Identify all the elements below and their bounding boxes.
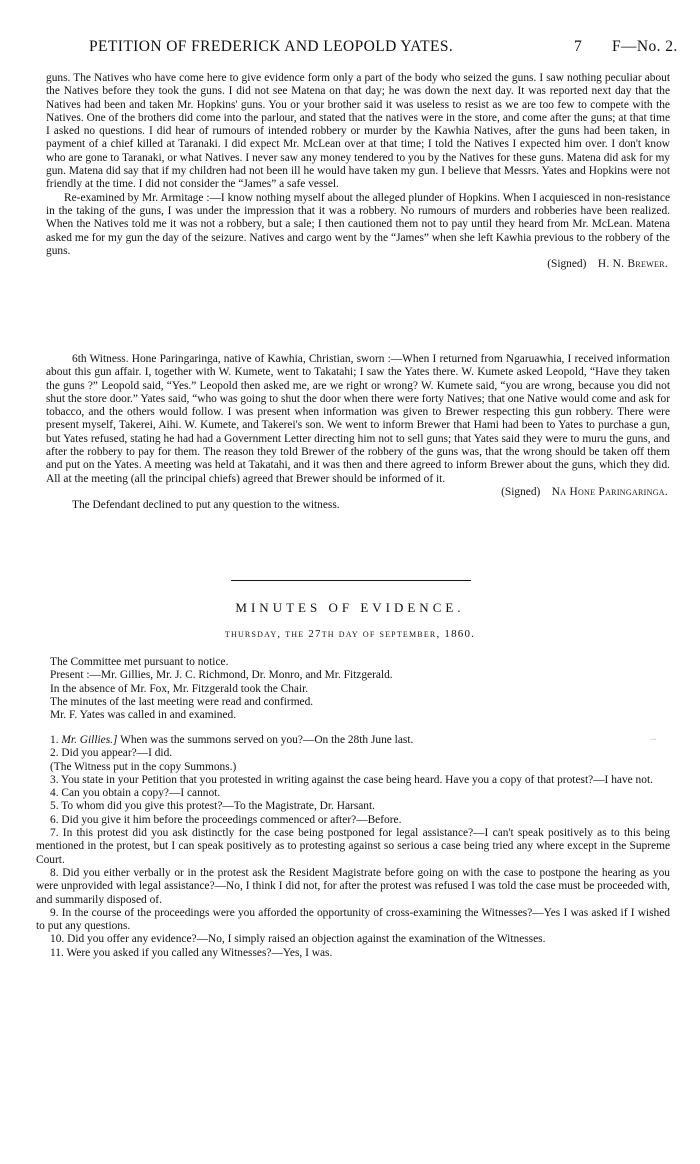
question-number: 7.: [50, 827, 59, 840]
question-text: When was the summons served on you?—On the 28th June last.: [120, 734, 414, 746]
question-number: 3.: [50, 773, 59, 786]
section-divider: [231, 580, 471, 581]
question-item: [36, 734, 670, 747]
question-text: To whom did you give this protest?—To the Magistrate, Dr. Harsant.: [61, 800, 376, 813]
question-text: You state in your Petition that you protested in writing against the case being heard. Have you a copy of that protest?—I have not.: [60, 773, 653, 786]
question-number: 1.: [50, 734, 59, 746]
question-item: [36, 814, 670, 827]
page-title: PETITION OF FREDERICK AND LEOPOLD YATES.: [89, 38, 454, 55]
defendant-note: The Defendant declined to put any question to the witness.: [72, 499, 340, 512]
question-item: [36, 787, 670, 800]
page-number: 7: [574, 38, 583, 55]
question-number: 5.: [50, 800, 59, 813]
question-text: In this protest did you ask distinctly for the case being postponed for legal assistance?—I can't speak positively as to this being mentioned in the protest, but I can speak positively as to protesting against so serious a case being tried any where except in the Supreme Court.: [36, 827, 670, 866]
minutes-line: In the absence of Mr. Fox, Mr. Fitzgerald took the Chair.: [50, 682, 309, 695]
evidence-block: [46, 72, 670, 271]
signature-paringaringa: [46, 486, 670, 499]
witness-testimony: Hone Paringaringa, native of Kawhia, Christian, sworn :—When I returned from Ngaruawhia, I received information about this gun affair. I, together with W. Kumete, went to Takatahi; I saw the Yates there. W. Kumete asked Leopold, “Have they taken the guns ?” Leopold said, “Yes.” Leopold then asked me, are we right or wrong? W. Kumete said, “you are wrong, because you did not shut the store door.” Yates said, “who was going to shut the door when there were forty Natives; that one Native would come and ask for tobacco, and the others would follow. I was present when information was given to Brewer respecting this gun robbery. There were present myself, Takerei, Aihi. W. Kumete, and Takerei's son. We went to inform Brewer that Hami had been to Yates to purchase a gun, but Yates refused, stating he had had a Government Letter directing him not to sell guns; that Yates said they were to muru the guns, and after the robbery to pay for them. The reason they told Brewer of the robbery of the guns was, that the wrong should be taken off them and put on the Yates. A meeting was held at Takatahi, and it was then and there agreed to inform Brewer about the guns, which they did. All at the meeting (all the principal chiefs) agreed that Brewer should be informed of it.: [46, 353, 670, 485]
question-text: Did you either verbally or in the protest ask the Resident Magistrate before going on with the case to postpone the hearing as you were unprovided with legal assistance?—No, I think I did not, for after the protest was refused I was told the case must be proceeded with, and summarily disposed of.: [36, 866, 670, 906]
witness-six-block: [46, 353, 670, 513]
question-text: Did you offer any evidence?—No, I simply raised an objection against the examination of the Witnesses.: [67, 933, 546, 946]
question-item: [36, 774, 670, 787]
question-text: Did you give it him before the proceedings commenced or after?—Before.: [61, 813, 402, 826]
question-number: 4.: [50, 787, 59, 800]
question-speaker: Mr. Gillies.]: [61, 734, 118, 746]
witness-paragraph: [46, 353, 670, 486]
question-item: [36, 947, 670, 960]
signed-label: (Signed): [501, 485, 541, 498]
question-number: 10.: [50, 933, 65, 946]
question-number: 6.: [50, 813, 59, 826]
question-text: Can you obtain a copy?—I cannot.: [61, 787, 221, 800]
minutes-line: Mr. F. Yates was called in and examined.: [50, 709, 237, 722]
signatory-name: H. N. Brewer.: [597, 258, 668, 271]
question-number: 2.: [50, 747, 59, 760]
minutes-line: The Committee met pursuant to notice.: [50, 656, 229, 668]
question-number: 11.: [50, 946, 64, 959]
minutes-title: MINUTES OF EVIDENCE.: [235, 600, 465, 615]
running-header: [0, 38, 700, 58]
question-text: (The Witness put in the copy Summons.): [50, 760, 237, 773]
question-number: 8.: [50, 866, 59, 879]
question-item: [36, 933, 670, 946]
witness-label: 6th Witness.: [72, 353, 129, 365]
signature-brewer: [46, 258, 670, 271]
series-number: F—No. 2.: [612, 38, 678, 55]
minutes-date: thursday, the 27th day of september, 1860.: [224, 628, 476, 640]
minutes-preamble: [50, 656, 670, 722]
question-text: In the course of the proceedings were you afforded the opportunity of cross-examining the Witnesses?—Yes I was asked if I wished to put any questions.: [36, 906, 670, 933]
question-list: [36, 734, 670, 960]
question-item: [36, 761, 670, 774]
minutes-line: The minutes of the last meeting were read and confirmed.: [50, 695, 314, 708]
re-examination-paragraph: Re-examined by Mr. Armitage :—I know nothing myself about the alleged plunder of Hopkins. When I acquiesced in non-resistance in the taking of the guns, I was under the impression that it was a robbery. No rumours of murders and robberies have been realized. When the Natives told me it was not a robbery, but a sale; I then cautioned them not to pay until they heard from Mr. McLean. Matena asked me for my gun the day of the seizure. Natives and cargo went by the “James” when she left Kawhia previous to the robbery of the guns.: [46, 191, 670, 257]
evidence-paragraph: guns. The Natives who have come here to give evidence form only a part of the body who seized the guns. I saw nothing peculiar about the Natives before they took the guns. I did not see Matena on that day; he was down the next day. It was reported next day that the Natives had been and taken Mr. Hopkins' guns. You or your brother said it was useless to resist as we are too few to compete with the Natives. One of the brothers did come into the parlour, and stated that the natives were in the store, and come after the guns; at that time I asked no questions. I did hear of rumours of intended robbery or murder by the Kawhia Natives, after the guns had been taken, in payment of a chief killed at Taranaki. I did expect Mr. McLean over at that time; I told the Natives I expected him over. I don't know who are gone to Taranaki, or what Natives. I never saw any money tendered to you by the Natives for these guns. Matena did ask for my gun. Matena did say that if my children had not been ill he would have taken my gun. I believe that Messrs. Yates and Hopkins were not friendly at the time. I did not consider the “James” a safe vessel.: [46, 72, 670, 191]
question-item: [36, 827, 670, 867]
signatory-name: Na Hone Paringaringa.: [551, 485, 668, 498]
question-text: Were you asked if you called any Witnesses?—Yes, I was.: [66, 946, 333, 959]
question-item: [36, 907, 670, 934]
question-item: [36, 867, 670, 907]
signed-label: (Signed): [547, 258, 587, 271]
question-number: 9.: [50, 906, 59, 919]
margin-speck: ·~: [650, 736, 657, 744]
question-item: [36, 747, 670, 760]
question-item: [36, 800, 670, 813]
minutes-line: Present :—Mr. Gillies, Mr. J. C. Richmond, Dr. Monro, and Mr. Fitzgerald.: [50, 669, 393, 682]
question-text: Did you appear?—I did.: [61, 747, 173, 760]
